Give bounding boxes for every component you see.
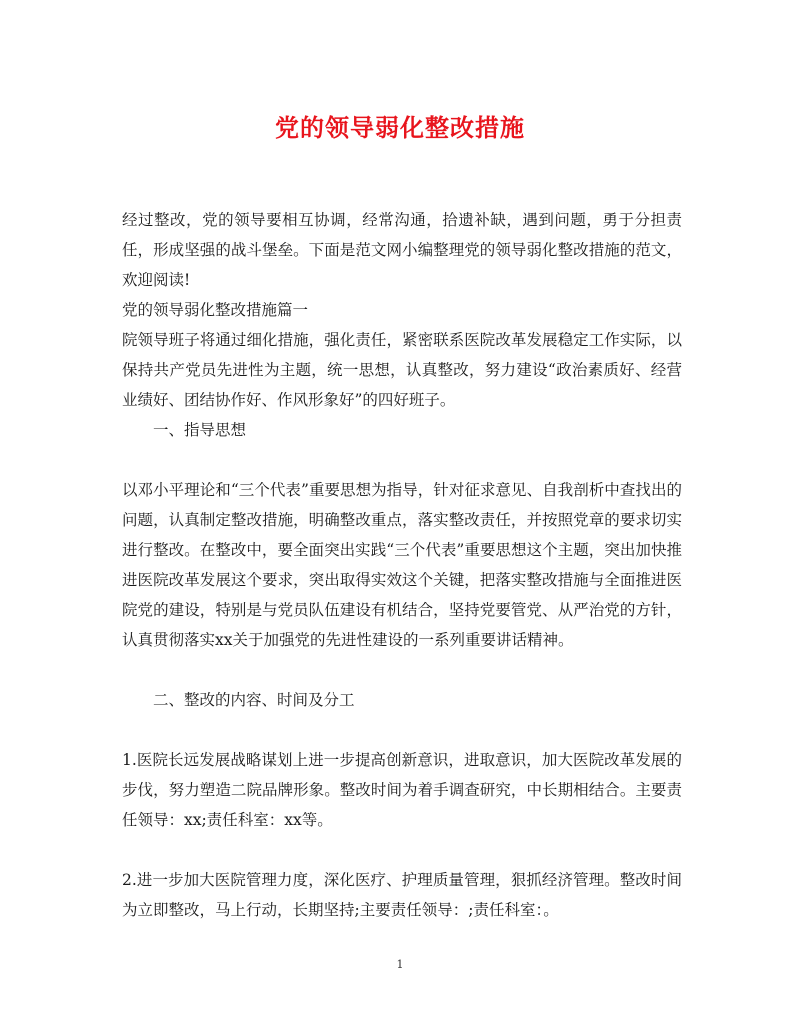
page-number: 1 xyxy=(396,958,404,971)
paragraph-gap xyxy=(122,835,682,865)
item-two-paragraph: 2.进一步加大医院管理力度，深化医疗、护理质量管理，狠抓经济管理。整改时间为立即整改，马上行动，长期坚持;主要责任领导：;责任科室：。 xyxy=(122,871,682,919)
document-body xyxy=(122,205,682,925)
section-heading-part-one: 党的领导弱化整改措施篇一 xyxy=(122,301,309,319)
guiding-thought-paragraph: 以邓小平理论和“三个代表”重要思想为指导，针对征求意见、自我剖析中查找出的问题，认真制定整改措施，明确整改重点，落实整改责任，并按照党章的要求切实进行整改。在整改中，要全面突出实践“三个代表”重要思想这个主题，突出加快推进医院改革发展这个要求，突出取得实效这个关键，把落实整改措施与全面推进医院党的建设，特别是与党员队伍建设有机结合，坚持党要管党、从严治党的方针，认真贯彻落实xx关于加强党的先进性建设的一系列重要讲话精神。 xyxy=(122,481,682,649)
paragraph-gap xyxy=(122,715,682,745)
heading-rectification-content: 二、整改的内容、时间及分工 xyxy=(153,691,355,709)
heading-guiding-thought: 一、指导思想 xyxy=(153,421,247,439)
intro-paragraph: 经过整改，党的领导要相互协调，经常沟通，拾遗补缺，遇到问题，勇于分担责任，形成坚强的战斗堡垒。下面是范文网小编整理党的领导弱化整改措施的范文，欢迎阅读! xyxy=(122,211,682,289)
item-one-paragraph: 1.医院长远发展战略谋划上进一步提高创新意识，进取意识，加大医院改革发展的步伐，努力塑造二院品牌形象。整改时间为着手调查研究，中长期相结合。主要责任领导：xx;责任科室：xx等。 xyxy=(122,751,682,829)
leadership-paragraph: 院领导班子将通过细化措施，强化责任，紧密联系医院改革发展稳定工作实际，以保持共产党员先进性为主题，统一思想，认真整改，努力建设“政治素质好、经营业绩好、团结协作好、作风形象好”的四好班子。 xyxy=(122,331,682,409)
paragraph-gap xyxy=(122,655,682,685)
paragraph-gap xyxy=(122,445,682,475)
document-title: 党的领导弱化整改措施 xyxy=(275,114,525,142)
